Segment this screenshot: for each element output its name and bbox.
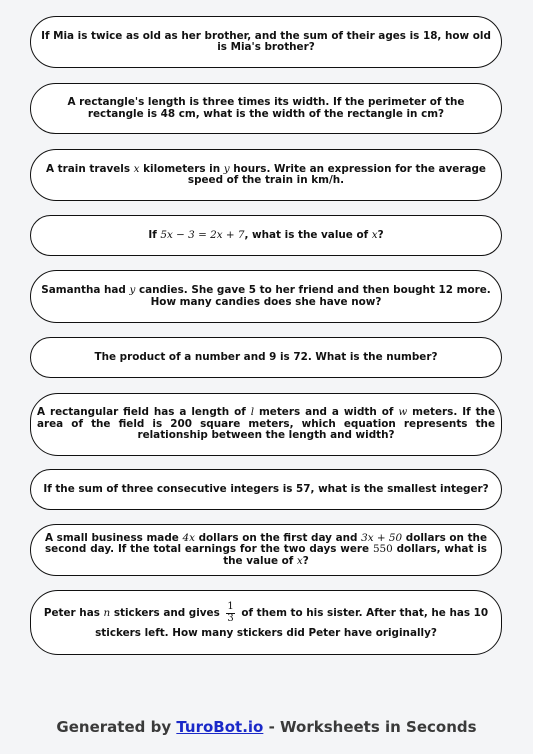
question-text-3: A train travels x kilometers in y hours. Write an expression for the average speed of the train in km/h.: [46, 162, 486, 186]
question-text-2: A rectangle's length is three times its width. If the perimeter of the rectangle is 48 cm, what is the width of the rectangle in cm?: [67, 96, 465, 120]
question-card-7: [30, 393, 502, 456]
question-text-4: If 5x − 3 = 2x + 7, what is the value of x?: [148, 228, 384, 241]
question-text-7: A rectangular field has a length of l meters and a width of w meters. If the area of the field is 200 square meters, which equation represents the relationship between the length and width?: [37, 406, 495, 442]
question-card-5: [30, 270, 502, 323]
question-card-6: [30, 337, 502, 378]
question-card-4: [30, 215, 502, 256]
question-card-3: [30, 149, 502, 201]
question-text-6: The product of a number and 9 is 72. What is the number?: [94, 350, 438, 363]
question-text-10: Peter has n stickers and gives $\frac{1}{3}$ of them to his sister. After that, he has 10 stickers left. How many stickers did Peter have originally?: [43, 601, 489, 640]
turobot-link[interactable]: TuroBot.io: [176, 718, 264, 736]
question-card-8: [30, 469, 502, 510]
question-card-10: [30, 590, 502, 655]
question-text-9: A small business made 4x dollars on the first day and 3x + 50 dollars on the second day. If the total earnings for the two days were 550 dollars, what is the value of x?: [45, 531, 487, 567]
fraction-one-third: $\frac{1}{3}$: [227, 601, 234, 624]
question-text-8: If the sum of three consecutive integers is 57, what is the smallest integer?: [43, 482, 489, 495]
question-card-2: [30, 83, 502, 134]
question-text-1: If Mia is twice as old as her brother, and the sum of their ages is 18, how old is Mia's brother?: [41, 29, 491, 53]
footer-credit: Generated by TuroBot.io - Worksheets in Seconds: [56, 718, 477, 736]
question-card-9: [30, 524, 502, 576]
question-card-1: [30, 16, 502, 68]
question-text-5: Samantha had y candies. She gave 5 to her friend and then bought 12 more. How many candies does she have now?: [41, 284, 491, 308]
